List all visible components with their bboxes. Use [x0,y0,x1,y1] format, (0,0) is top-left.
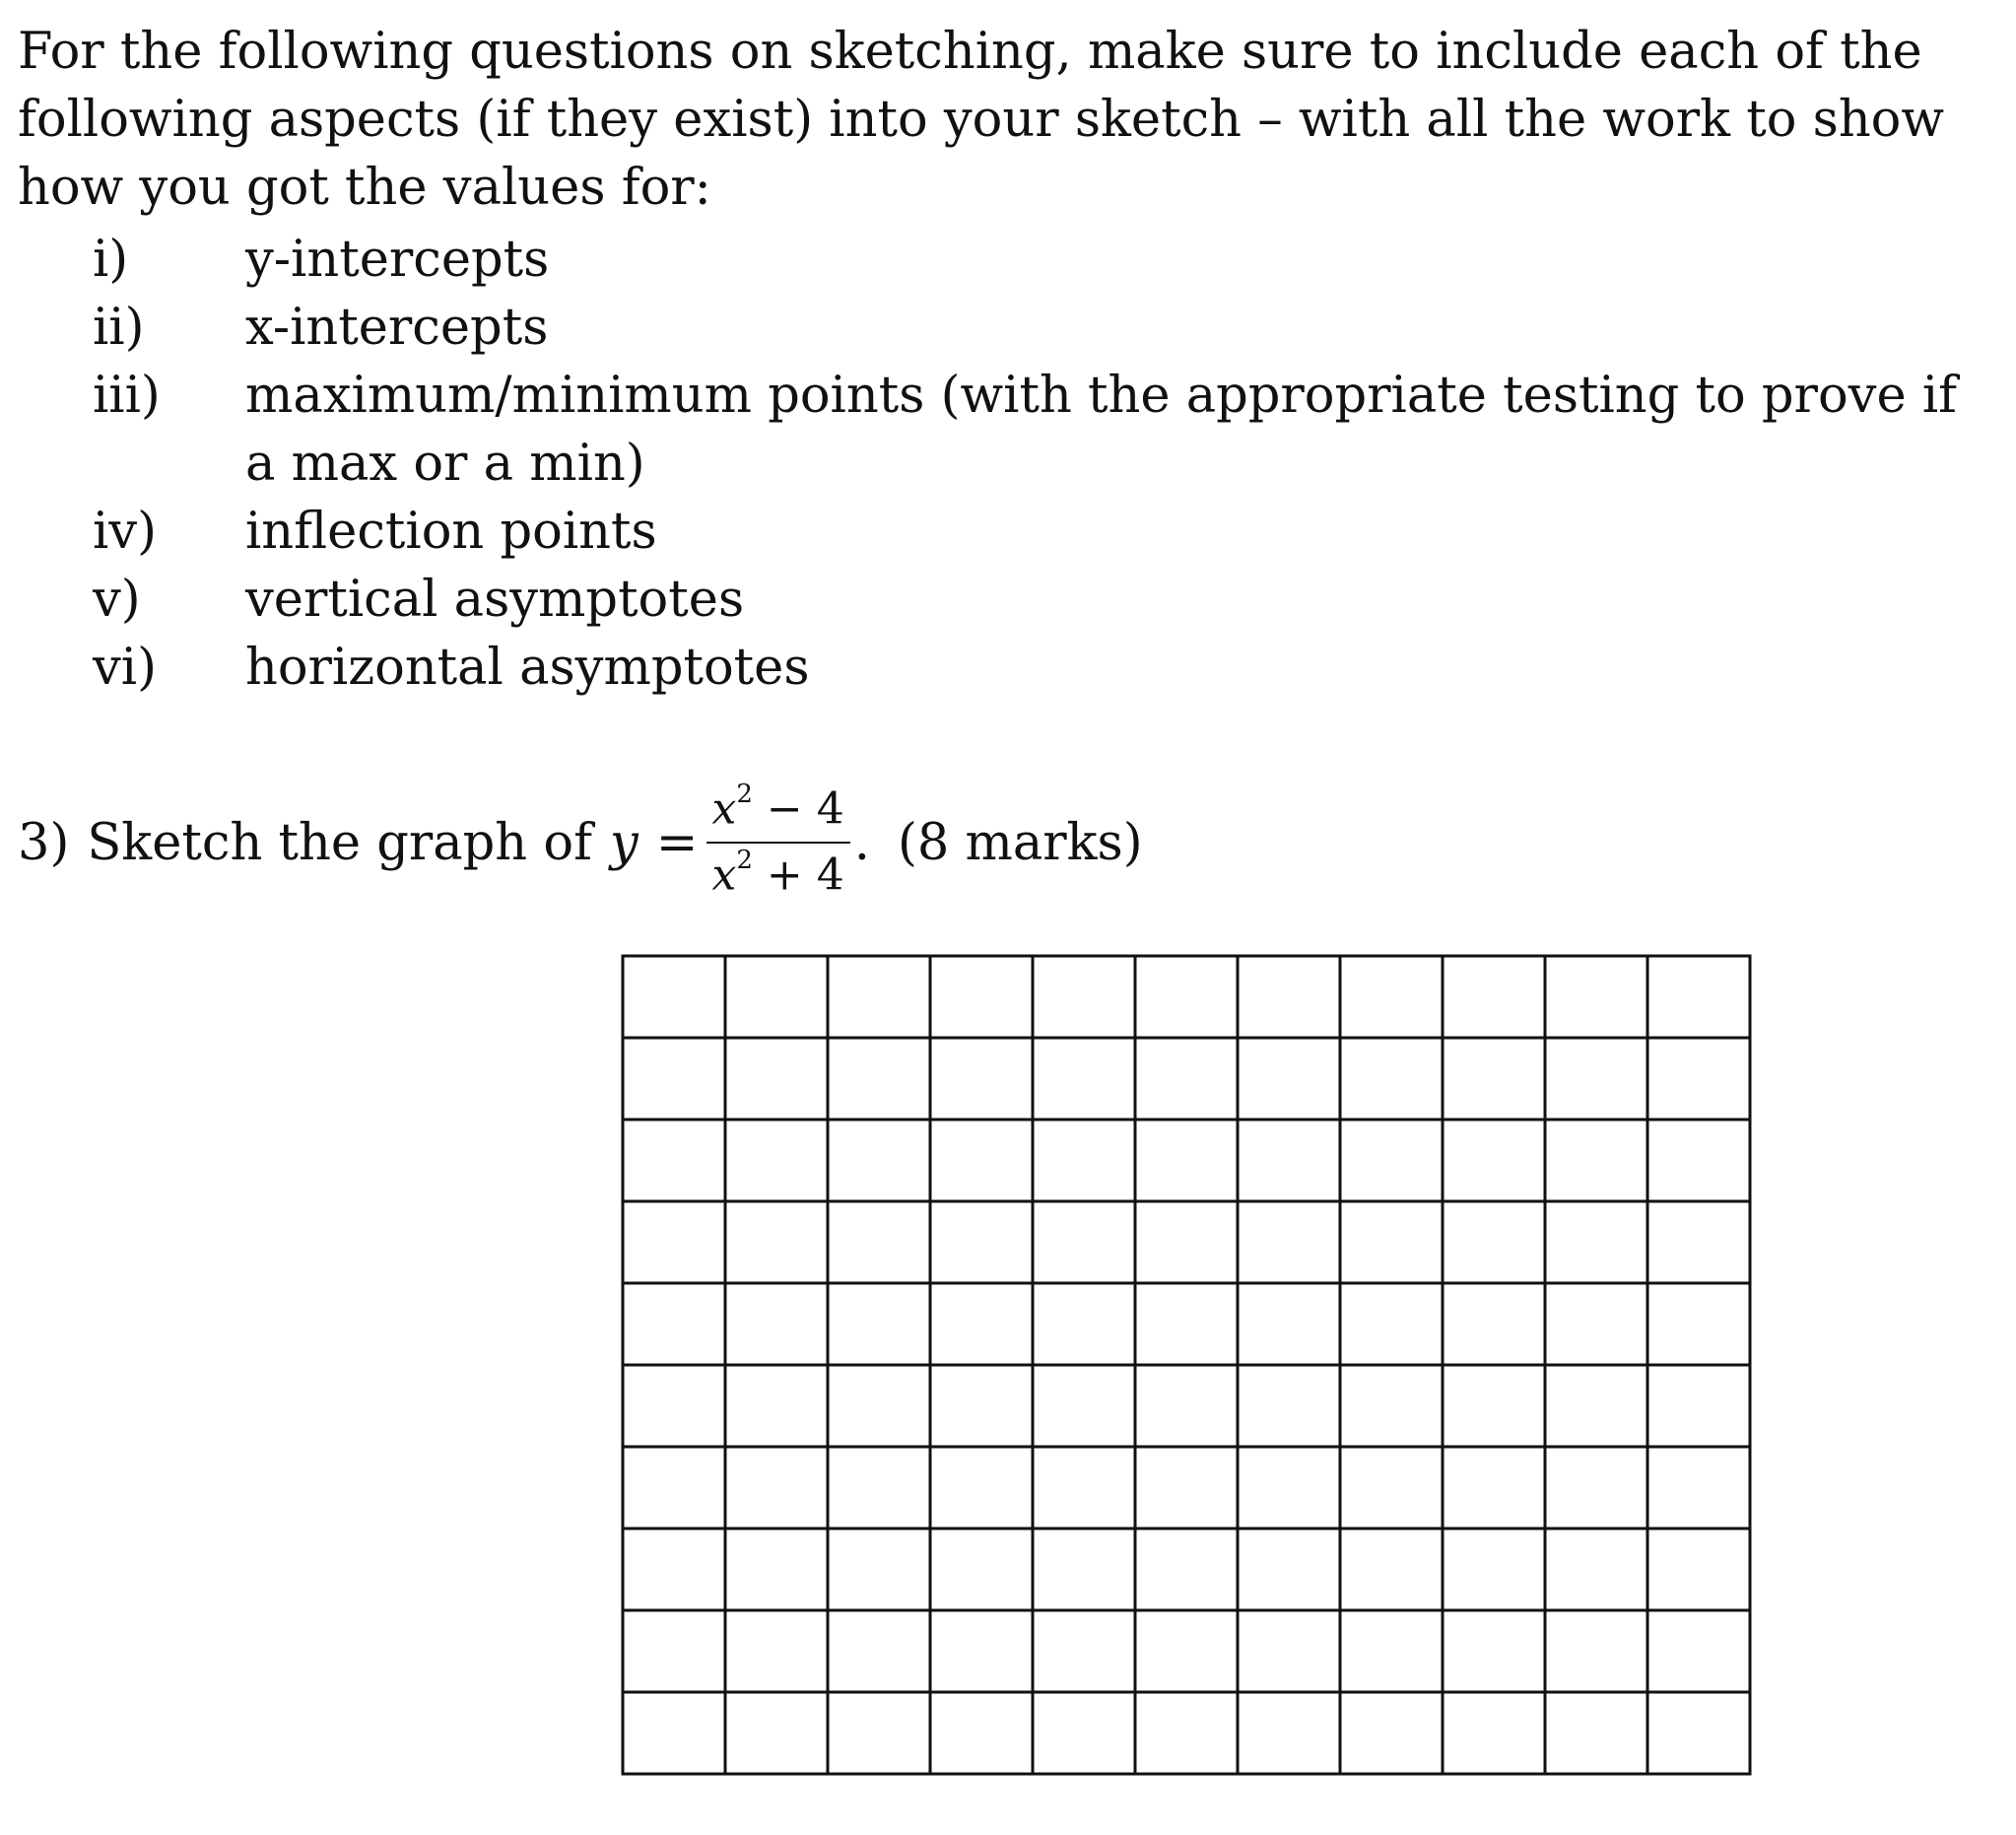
grid-cell [828,1201,930,1283]
grid-cell [1033,1038,1135,1120]
grid-cell [1135,1610,1238,1692]
grid-cell [1545,1038,1647,1120]
grid-cell [1033,956,1135,1038]
grid-cell [1238,1692,1340,1774]
grid-cell [1033,1529,1135,1610]
equals-sign: = [655,813,699,872]
grid-cell [725,1201,828,1283]
list-item-text: maximum/minimum points (with the appropriate testing to prove if a max or a min) [245,367,1958,493]
grid-cell [1238,1201,1340,1283]
grid-cell [623,1610,725,1692]
grid-cell [930,1201,1033,1283]
list-item-text: x-intercepts [245,299,549,357]
grid-cell [930,1283,1033,1365]
instructions-text: For the following questions on sketching, make sure to include each of the following aspects (if they exist) into your sketch – with all the work to show how you got the values for: [18,23,1945,217]
grid-cell [623,956,725,1038]
grid-cell [1647,1201,1750,1283]
grid-cell [1135,1201,1238,1283]
grid-cell [1340,1365,1443,1447]
grid-cell [1647,1038,1750,1120]
grid-cell [1033,1365,1135,1447]
list-item [93,498,1965,566]
grid-cell [1545,1120,1647,1201]
grid-cell [1340,1201,1443,1283]
grid-cell [725,1365,828,1447]
grid-cell [725,1447,828,1529]
grid-cell [623,1447,725,1529]
grid-cell [725,1283,828,1365]
question-number: 3) [18,813,70,872]
grid-cell [1647,1610,1750,1692]
grid-cell [1443,1447,1545,1529]
grid-cell [1545,1692,1647,1774]
grid-cell [1340,1692,1443,1774]
grid-cell [828,1610,930,1692]
list-item-number: v) [93,571,141,629]
list-item-number: iv) [93,503,158,561]
grid-cell [1647,1529,1750,1610]
grid-cell [1033,1447,1135,1529]
grid-cell [930,1120,1033,1201]
grid-cell [725,956,828,1038]
grid-cell [828,1529,930,1610]
fraction-denominator: $x^2 + 4$ [711,846,844,901]
aspects-list [93,226,1965,702]
grid-cell [930,1529,1033,1610]
grid-cell [1135,1529,1238,1610]
grid-cell [725,1692,828,1774]
question-3 [18,769,1143,917]
grid-cell [1340,1529,1443,1610]
grid-cell [1238,1610,1340,1692]
list-item [93,634,1965,702]
list-item-number: ii) [93,299,145,357]
grid-cell [1647,956,1750,1038]
grid-cell [1443,1201,1545,1283]
grid-cell [1647,1283,1750,1365]
grid-cell [930,956,1033,1038]
grid-cell [1340,956,1443,1038]
list-item [93,566,1965,634]
grid-cell [1135,956,1238,1038]
sketch-grid[interactable] [621,954,1752,1776]
grid-cell [1135,1038,1238,1120]
grid-cell [1238,1038,1340,1120]
grid-cell [1340,1283,1443,1365]
grid-cell [1545,1447,1647,1529]
list-item-number: i) [93,231,129,289]
grid-cell [930,1610,1033,1692]
grid-cell [1135,1283,1238,1365]
list-item [93,294,1965,362]
grid-cell [1033,1692,1135,1774]
grid-cell [1340,1120,1443,1201]
grid-cell [1238,1120,1340,1201]
grid-cell [1443,1529,1545,1610]
grid-cell [828,1120,930,1201]
list-item-text: y-intercepts [245,231,550,289]
grid-cell [623,1365,725,1447]
grid-cell [1545,1610,1647,1692]
list-item-number: vi) [93,639,158,697]
grid-cell [828,1283,930,1365]
grid-cell [725,1610,828,1692]
grid-cell [828,1038,930,1120]
grid-cell [1647,1447,1750,1529]
grid-cell [1443,956,1545,1038]
equation-lhs: y [609,813,638,872]
grid-cell [623,1692,725,1774]
grid-cell [1033,1610,1135,1692]
grid-cell [828,1365,930,1447]
list-item-text: vertical asymptotes [245,571,745,629]
grid-cell [725,1038,828,1120]
list-item [93,362,1965,498]
grid-cell [1443,1120,1545,1201]
grid-cell [1135,1447,1238,1529]
grid-cell [1340,1610,1443,1692]
grid-cell [1443,1283,1545,1365]
grid-cell [1238,1447,1340,1529]
grid-cell [725,1529,828,1610]
grid-cell [623,1201,725,1283]
grid-cell [1647,1692,1750,1774]
grid-cell [1443,1038,1545,1120]
grid-cell [1238,1365,1340,1447]
list-item [93,226,1965,294]
grid-cell [828,956,930,1038]
grid-cell [1443,1610,1545,1692]
grid-cell [623,1529,725,1610]
grid-cell [1135,1120,1238,1201]
grid-cell [1238,956,1340,1038]
grid-cell [1545,1529,1647,1610]
grid-cell [1340,1038,1443,1120]
grid-cell [1340,1447,1443,1529]
grid-cell [623,1038,725,1120]
grid-cell [1033,1201,1135,1283]
grid-cell [1647,1365,1750,1447]
list-item-text: horizontal asymptotes [245,639,810,697]
grid-cell [1545,1201,1647,1283]
grid-cell [828,1447,930,1529]
grid-cell [1545,1283,1647,1365]
grid-cell [1238,1283,1340,1365]
instructions [18,18,1988,222]
grid-cell [1135,1365,1238,1447]
grid-cell [1443,1692,1545,1774]
grid-cell [828,1692,930,1774]
end-punctuation: . [853,813,870,872]
grid-cell [930,1038,1033,1120]
grid-cell [623,1120,725,1201]
equation-fraction [706,780,850,901]
marks-label: (8 marks) [897,813,1143,872]
list-item-text: inflection points [245,503,657,561]
grid-cell [1135,1692,1238,1774]
grid-cell [1647,1120,1750,1201]
grid-cell [1238,1529,1340,1610]
grid-cell [930,1692,1033,1774]
list-item-number: iii) [93,367,161,425]
grid-cell [1443,1365,1545,1447]
grid-cell [1545,956,1647,1038]
grid-cell [1033,1120,1135,1201]
fraction-numerator: $x^2 - 4$ [711,780,844,835]
question-prompt: Sketch the graph of [87,813,592,872]
grid-cell [930,1447,1033,1529]
grid-cell [930,1365,1033,1447]
grid-cell [725,1120,828,1201]
grid-cell [1033,1283,1135,1365]
grid-cell [623,1283,725,1365]
grid-cell [1545,1365,1647,1447]
